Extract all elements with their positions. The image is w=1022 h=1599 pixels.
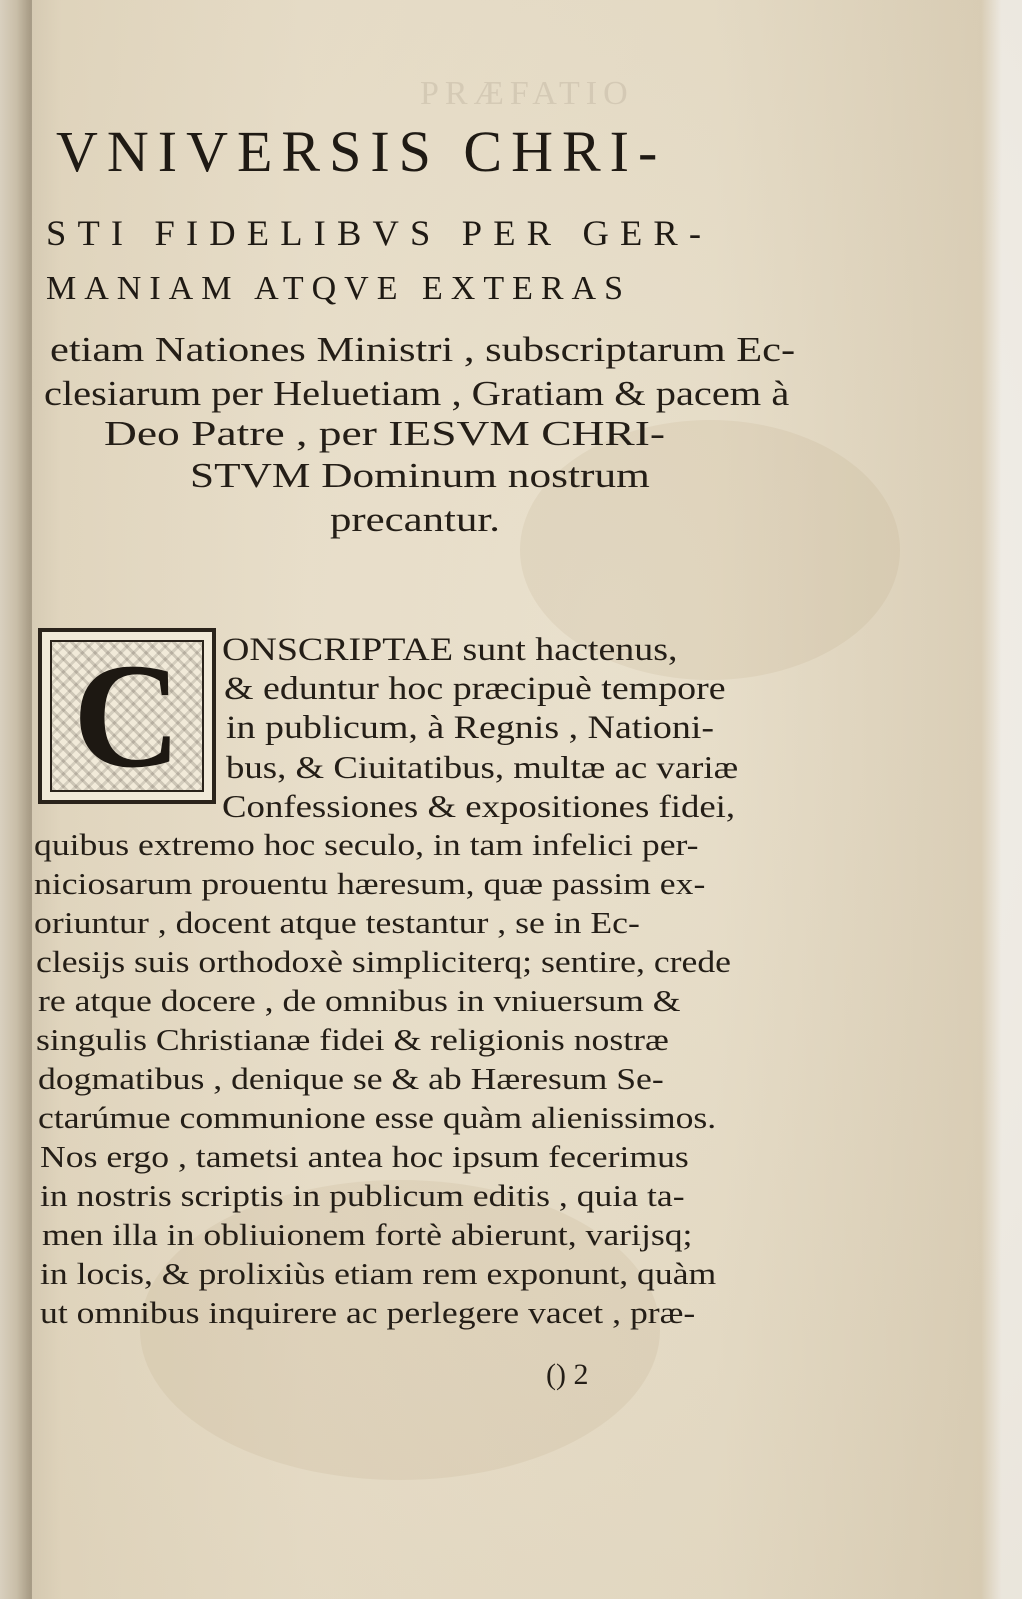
- heading-line-1: VNIVERSIS CHRI-: [56, 119, 667, 184]
- body-line: niciosarum prouentu hæresum, quæ passim ex-: [34, 866, 706, 901]
- heading-line-4: etiam Nationes Ministri , subscriptarum Ec-: [50, 330, 796, 369]
- body-line: bus, & Ciuitatibus, multæ ac variæ: [226, 749, 739, 785]
- body-line: Confessiones & expositiones fidei,: [222, 788, 736, 824]
- signature-mark: () 2: [546, 1358, 589, 1391]
- body-line: ut omnibus inquirere ac perlegere vacet , præ-: [40, 1295, 696, 1330]
- heading-line-3: MANIAM ATQVE EXTERAS: [46, 270, 631, 307]
- body-line: in publicum, à Regnis , Nationi-: [226, 710, 715, 746]
- body-line: in locis, & prolixiùs etiam rem exponunt, quàm: [40, 1256, 717, 1291]
- body-line: oriuntur , docent atque testantur , se in Ec-: [34, 905, 640, 940]
- body-line: quibus extremo hoc seculo, in tam infelici per-: [34, 827, 699, 862]
- body-line: men illa in obliuionem fortè abierunt, varijsq;: [42, 1217, 693, 1252]
- body-line: in nostris scriptis in publicum editis , quia ta-: [40, 1178, 685, 1213]
- body-line: & eduntur hoc præcipuè tempore: [224, 671, 726, 707]
- body-line: dogmatibus , denique se & ab Hæresum Se-: [38, 1061, 664, 1096]
- initial-ornament: [50, 633, 204, 799]
- heading-line-2: STI FIDELIBVS PER GER-: [46, 213, 713, 253]
- body-line: Nos ergo , tametsi antea hoc ipsum fecerimus: [40, 1139, 689, 1174]
- heading-line-6: Deo Patre , per IESVM CHRI-: [104, 414, 666, 453]
- heading-line-7: STVM Dominum nostrum: [190, 456, 650, 495]
- body-line: clesijs suis orthodoxè simpliciterq; sentire, crede: [36, 944, 732, 979]
- body-line: ctarúmue communione esse quàm alienissimos.: [38, 1100, 717, 1135]
- show-through-text: PRÆFATIO: [420, 75, 634, 112]
- page-gutter: [0, 0, 30, 1599]
- decorated-initial: [38, 628, 216, 804]
- body-line: singulis Christianæ fidei & religionis nostræ: [36, 1022, 669, 1057]
- body-line: ONSCRIPTAE sunt hactenus,: [222, 632, 678, 668]
- initial-letter: C: [72, 633, 182, 799]
- heading-line-8: precantur.: [330, 500, 500, 539]
- heading-line-5: clesiarum per Heluetiam , Gratiam & pacem à: [44, 374, 790, 413]
- spine-edge: [30, 0, 32, 1599]
- body-line: re atque docere , de omnibus in vniuersum &: [38, 983, 681, 1018]
